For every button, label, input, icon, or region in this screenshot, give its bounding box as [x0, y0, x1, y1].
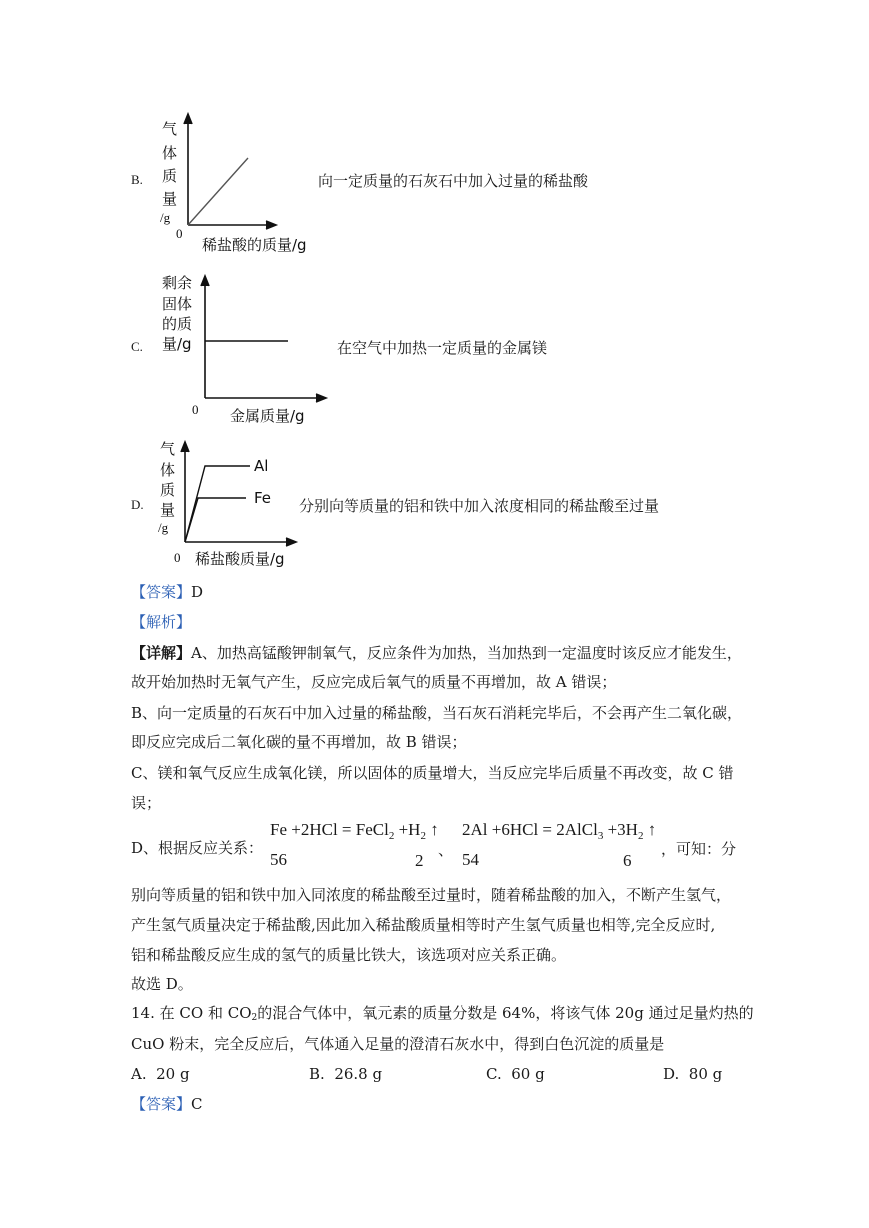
eq1-num-right: 2 [415, 851, 424, 870]
option-d-caption: 分别向等质量的铝和铁中加入浓度相同的稀盐酸至过量 [299, 497, 660, 515]
ylabel-char: 量 [162, 190, 178, 208]
ylabel-char: 质 [162, 167, 178, 185]
q14-line-2: CuO 粉末，完全反应后，气体通入足量的澄清石灰水中，得到白色沉淀的质量是 [131, 1035, 665, 1053]
eq1-fe: Fe [270, 820, 287, 839]
eq2-mid: +6HCl = 2AlCl [487, 820, 598, 839]
option-c-letter: C. [131, 339, 143, 354]
option-d-ylabel [158, 440, 175, 535]
eq-suffix: ，可知：分 [661, 840, 737, 858]
ylabel-line: 剩余 [162, 274, 193, 292]
ylabel-char: 体 [160, 461, 176, 479]
answer-tag: 【答案】 [131, 583, 192, 601]
eq2-arrow: ↑ [643, 820, 657, 839]
conclusion-line: 别向等质量的铝和铁中加入同浓度的稀盐酸至过量时，随着稀盐酸的加入，不断产生氢气， [131, 886, 732, 904]
ylabel-line: 固体 [162, 295, 193, 313]
option-b-xlabel: 稀盐酸的质量/g [202, 236, 307, 254]
q14-sub: 2 [251, 1013, 258, 1023]
option-d-fe-label: Fe [254, 489, 272, 507]
ylabel-unit: /g [160, 210, 171, 225]
option-d-graph [150, 434, 310, 574]
q14-option-d: D. 80 g [663, 1065, 723, 1083]
conclusion-line: 产生氢气质量决定于稀盐酸,因此加入稀盐酸质量相等时产生氢气质量也相等,完全反应时, [131, 916, 716, 934]
ylabel-char: 气 [160, 440, 176, 458]
q14-option-c: C. 60 g [486, 1065, 545, 1083]
ylabel-char: 质 [160, 481, 176, 499]
eq-separator: 、 [438, 841, 454, 859]
q14-text-b: 的混合气体中，氧元素的质量分数是 64%，将该气体 20g 通过足量灼热的 [257, 1004, 754, 1022]
option-b-letter: B. [131, 172, 143, 187]
eq1-mid: +2HCl = FeCl [287, 820, 389, 839]
option-b-data-line [188, 158, 248, 225]
detail-line: 故开始加热时无氧气产生，反应完成后氧气的质量不再增加，故 A 错误； [131, 673, 617, 691]
answer-13 [131, 582, 203, 602]
option-b-graph [150, 108, 320, 258]
q14-line-1 [131, 1003, 754, 1028]
eq1-arrow: ↑ [425, 820, 439, 839]
option-b-origin: 0 [176, 226, 183, 241]
detail-line: 误； [131, 794, 162, 812]
detail-tag: 【详解】 [131, 644, 192, 662]
eq1-num-left: 56 [270, 850, 287, 869]
eq2-sub2: 2 [637, 830, 644, 842]
option-c-xlabel: 金属质量/g [230, 407, 305, 425]
option-c-axes [201, 276, 326, 402]
option-d-origin: 0 [174, 550, 181, 565]
q14-option-b: B. 26.8 g [309, 1065, 383, 1083]
option-d-al-line [185, 466, 250, 542]
option-b-caption: 向一定质量的石灰石中加入过量的稀盐酸 [318, 172, 589, 190]
eq2-sub1: 3 [597, 830, 604, 842]
option-c-graph [150, 268, 340, 428]
detail-line: C、镁和氧气反应生成氧化镁，所以固体的质量增大，当反应完毕后质量不再改变，故 C 错 [131, 764, 734, 782]
option-c-caption: 在空气中加热一定质量的金属镁 [337, 339, 548, 357]
ylabel-char: 气 [162, 120, 178, 138]
eq1-h: +H [394, 820, 421, 839]
eq2-num-right: 6 [623, 851, 632, 870]
eq1-sub1: 2 [388, 830, 395, 842]
option-b-axes [184, 114, 276, 229]
analysis-tag: 【解析】 [131, 613, 192, 631]
eq2-al: 2Al [462, 820, 488, 839]
ylabel-unit: /g [158, 520, 169, 535]
answer-14 [131, 1094, 203, 1114]
conclusion-line: 故选 D。 [131, 975, 193, 993]
ylabel-line: 的质 [162, 315, 193, 333]
detail-text: A、加热高锰酸钾制氧气，反应条件为加热，当加热到一定温度时该反应才能发生， [191, 644, 742, 662]
conclusion-line: 铝和稀盐酸反应生成的氢气的质量比铁大，该选项对应关系正确。 [131, 946, 567, 964]
eq1-sub2: 2 [420, 830, 426, 842]
q14-option-a: A. 20 g [131, 1065, 190, 1083]
option-d-letter: D. [131, 497, 144, 512]
detail-line: 即反应完成后二氧化碳的量不再增加，故 B 错误； [131, 733, 467, 751]
detail-line [131, 643, 742, 663]
equation-1 [270, 820, 439, 842]
option-d-al-label: Al [254, 457, 269, 475]
ylabel-char: 量 [160, 501, 176, 519]
eq2-h: +3H [603, 820, 638, 839]
q14-text-a: 在 CO 和 CO [159, 1004, 252, 1022]
ylabel-line: 量/g [162, 335, 192, 353]
option-d-xlabel: 稀盐酸质量/g [195, 550, 285, 568]
eq2-num-left: 54 [462, 850, 479, 869]
option-b-ylabel [160, 120, 177, 225]
option-c-ylabel [162, 274, 192, 353]
detail-line: B、向一定质量的石灰石中加入过量的稀盐酸，当石灰石消耗完毕后，不会再产生二氧化碳， [131, 704, 743, 722]
option-c-origin: 0 [192, 402, 199, 417]
answer-value: C [191, 1095, 203, 1113]
answer-value: D [191, 583, 204, 601]
ylabel-char: 体 [162, 144, 178, 162]
equation-2 [462, 820, 656, 842]
q14-number: 14. [131, 1004, 155, 1022]
eq-prefix: D、根据反应关系： [131, 839, 264, 857]
answer-tag: 【答案】 [131, 1095, 192, 1113]
